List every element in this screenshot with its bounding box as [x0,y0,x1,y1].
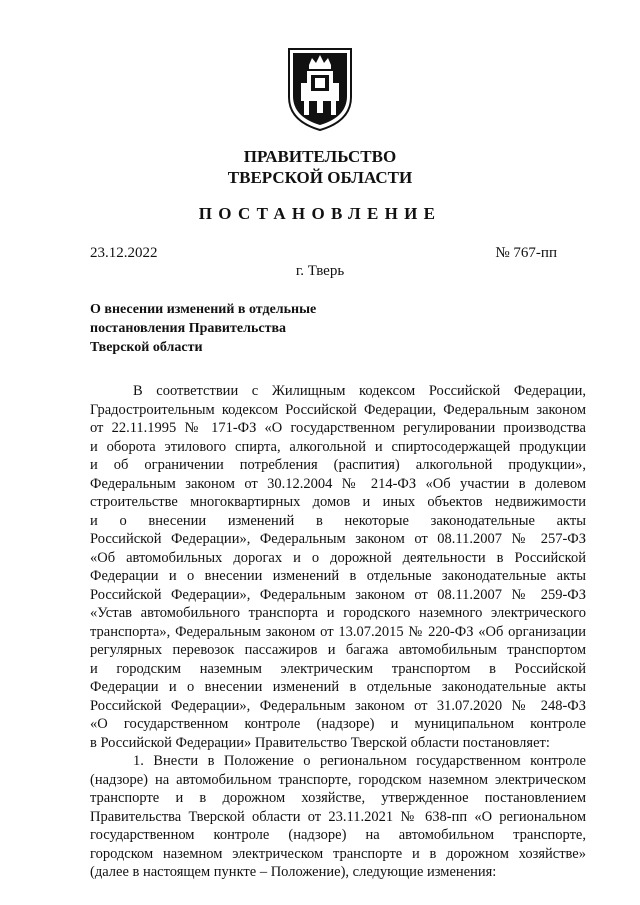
decree-date: 23.12.2022 [90,245,158,261]
government-name-line1: ПРАВИТЕЛЬСТВО [243,147,397,166]
body-line: городском наземном электрическом транспорте и в дорожном хозяйстве» [90,845,586,862]
body-line: Российской Федерации», Федеральным законом от 08.11.2007 № 257-ФЗ [90,531,586,547]
body-line: Российской Федерации», Федеральным законом от 08.11.2007 № 259-ФЗ [90,586,586,603]
body-line: и о внесении изменений в некоторые законодательные акты [90,512,586,529]
body-line: Градостроительным кодексом Российской Федерации, Федеральным законом [90,401,586,418]
body-line: «Об автомобильных дорогах и о дорожной деятельности в Российской [90,549,586,566]
body-line: «Устав автомобильного транспорта и городского наземного электрического [90,605,586,621]
body-line: Федеральным законом от 30.12.2004 № 214-ФЗ «Об участии в долевом [90,475,586,492]
body-line: Федерации и о внесении изменений в отдельные законодательные акты [90,679,586,695]
subject-line: О внесении изменений в отдельные [90,302,317,317]
body-line: и оборота этилового спирта, алкогольной и спиртосодержащей продукции [90,438,586,455]
government-name-line2: ТВЕРСКОЙ ОБЛАСТИ [227,168,413,187]
body-line: «О государственном контроле (надзоре) и муниципальном контроле [90,716,586,732]
body-line: и об ограничении потребления (распития) алкогольной продукции», [90,457,586,473]
body-line: государственном контроле (надзоре) на автомобильном транспорте, [90,827,586,843]
body-line: в Российской Федерации» Правительство Тверской области постановляет: [90,734,550,751]
decree-subject [90,300,390,357]
subject-line: постановления Правительства [90,321,286,336]
body-line: транспорте и в дорожном хозяйстве, утвержденное постановлением [90,790,586,806]
document-type-title: ПОСТАНОВЛЕНИЕ [198,204,442,223]
body-line: Правительства Тверской области от 23.11.2021 № 638-пп «О региональном [90,808,586,825]
decree-number: № 767-пп [495,245,557,261]
decree-body [90,382,586,882]
body-line: В соответствии с Жилищным кодексом Российской Федерации, [133,383,586,399]
body-line: строительстве многоквартирных домов и иных объектов недвижимости [90,494,586,510]
body-line: и городским наземным электрическим транспортом в Российской [90,660,586,677]
tver-coat-of-arms-icon [285,45,355,133]
body-line: (далее в настоящем пункте – Положение), следующие изменения: [90,864,497,880]
body-line: 1. Внести в Положение о региональном государственном контроле [133,753,586,769]
body-line: транспорта», Федеральным законом от 13.07.2015 № 220-ФЗ «Об организации [90,623,586,640]
body-line: Российской Федерации», Федеральным законом от 31.07.2020 № 248-ФЗ [90,697,586,714]
decree-city: г. Тверь [295,263,345,279]
subject-line: Тверской области [90,340,203,355]
body-line: от 22.11.1995 № 171-ФЗ «О государственном регулировании производства [90,420,586,436]
body-line: (надзоре) на автомобильном транспорте, городском наземном электрическом [90,771,586,788]
body-line: Федерации и о внесении изменений в отдельные законодательные акты [90,568,586,584]
body-line: регулярных перевозок пассажиров и багажа автомобильным транспортом [90,642,586,658]
